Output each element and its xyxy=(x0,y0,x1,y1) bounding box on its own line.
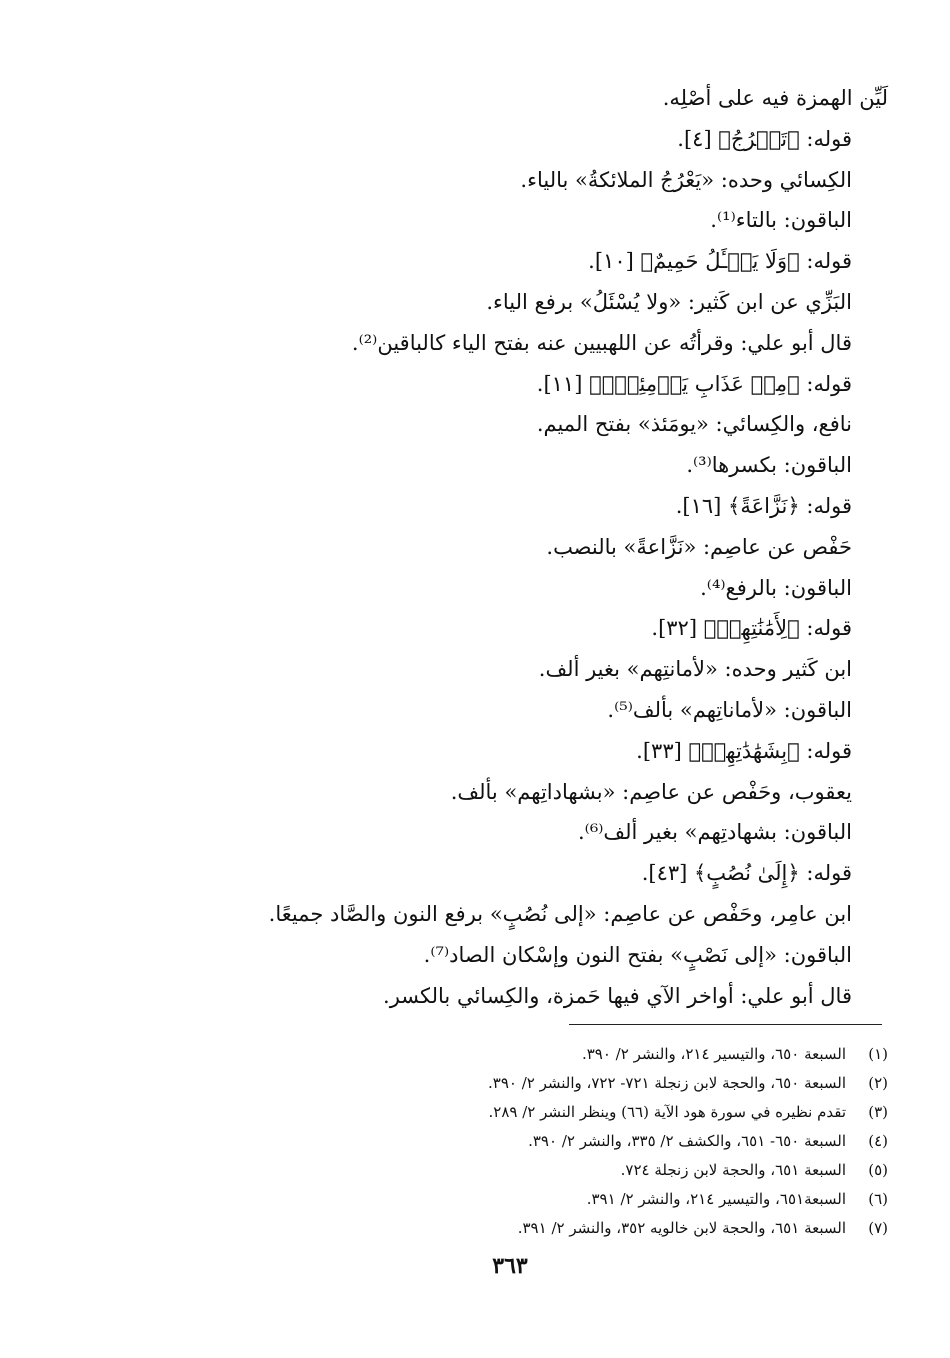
text-line: قوله: ﴿بِشَهَٰدَٰتِهِمۡ﴾ [٣٣]. xyxy=(636,738,852,763)
footnote-item xyxy=(238,1127,888,1156)
footnote-number: (٢) xyxy=(868,1074,888,1092)
footnote-text: تقدم نظيره في سورة هود الآية (٦٦) وينظر النشر ٢/ ٢٨٩. xyxy=(488,1103,846,1121)
footnote-number: (٧) xyxy=(868,1219,888,1237)
footnote-text: السبعة ٦٥٠- ٦٥١، والكشف ٢/ ٣٣٥، والنشر ٢/ ٣٩٠. xyxy=(528,1132,846,1150)
text-line: الباقون: بالرفع⁽⁴⁾. xyxy=(700,575,852,600)
footnote-number: (٤) xyxy=(868,1132,888,1150)
page-number: ٣٦٣ xyxy=(492,1253,528,1279)
footnote-text: السبعة٦٥١، والتيسير ٢١٤، والنشر ٢/ ٣٩١. xyxy=(586,1190,846,1208)
main-text xyxy=(188,78,888,1016)
footnote-item xyxy=(238,1040,888,1069)
footnote-divider xyxy=(569,1024,882,1025)
text-line: قوله: ﴿لِأَمَٰنَٰتِهِمۡ﴾ [٣٢]. xyxy=(651,616,852,641)
footnote-number: (٣) xyxy=(868,1103,888,1121)
text-line: يعقوب، وحَفْص عن عاصِم: «بشهاداتِهم» بألف. xyxy=(450,779,852,804)
text-line: نافع، والكِسائي: «يومَئذ» بفتح الميم. xyxy=(536,412,852,437)
footnote-item xyxy=(238,1156,888,1185)
footnote-number: (٥) xyxy=(868,1161,888,1179)
footnote-text: السبعة ٦٥٠، والتيسير ٢١٤، والنشر ٢/ ٣٩٠. xyxy=(581,1045,846,1063)
text-line: قوله: ﴿وَلَا يَسۡـَٔلُ حَمِيمٌ﴾ [١٠]. xyxy=(588,249,852,274)
footnote-text: السبعة ٦٥١، والحجة لابن خالويه ٣٥٢، والنشر ٢/ ٣٩١. xyxy=(517,1219,846,1237)
footnote-item xyxy=(238,1069,888,1098)
text-line: الباقون: بكسرها⁽³⁾. xyxy=(686,453,852,478)
footnote-text: السبعة ٦٥٠، والحجة لابن زنجلة ٧٢١- ٧٢٢، والنشر ٢/ ٣٩٠. xyxy=(487,1074,846,1092)
text-line: الباقون: بشهادتِهم» بغير ألف⁽⁶⁾. xyxy=(577,820,852,845)
text-line: الباقون: «لأماناتِهم» بألف⁽⁵⁾. xyxy=(607,697,852,722)
text-line: لَيِّن الهمزة فيه على أصْلِه. xyxy=(662,86,888,110)
page-number-container xyxy=(0,1253,950,1279)
footnotes xyxy=(238,1040,888,1243)
text-line: قال أبو علي: وقرأتُه عن اللهبيين عنه بفتح الياء كالباقين⁽²⁾. xyxy=(351,330,852,355)
footnote-number: (١) xyxy=(868,1045,888,1063)
footnote-item xyxy=(238,1214,888,1243)
text-line: قوله: ﴿مِنۡ عَذَابِ يَوۡمِئِذِۭ﴾ [١١]. xyxy=(536,371,852,396)
text-line: ابن كَثير وحده: «لأمانتِهم» بغير ألف. xyxy=(538,657,852,682)
text-line: الباقون: «إلى نَصْبٍ» بفتح النون وإسْكان الصاد⁽⁷⁾. xyxy=(423,942,852,967)
text-line: الكِسائي وحده: «يَعْرُجُ الملائكةُ» بالياء. xyxy=(520,167,852,192)
footnote-text: السبعة ٦٥١، والحجة لابن زنجلة ٧٢٤. xyxy=(620,1161,846,1179)
text-line: ابن عامِر، وحَفْص عن عاصِم: «إلى نُصُبٍ» برفع النون والصَّاد جميعًا. xyxy=(268,901,852,926)
footnote-item xyxy=(238,1098,888,1127)
text-line: قوله: ﴿إِلَىٰ نُصُبٍ﴾ [٤٣]. xyxy=(641,861,852,886)
text-line: قال أبو علي: أواخر الآي فيها حَمزة، والكِسائي بالكسر. xyxy=(383,983,852,1008)
text-line: حَفْص عن عاصِم: «نَزَّاعةً» بالنصب. xyxy=(546,534,852,559)
text-line: الباقون: بالتاء⁽¹⁾. xyxy=(710,208,852,233)
text-line: قوله: ﴿نَزَّاعَةً﴾ [١٦]. xyxy=(675,493,852,518)
text-line: البَزِّي عن ابن كَثير: «ولا يُسْئَلُ» برفع الياء. xyxy=(486,289,852,314)
footnote-number: (٦) xyxy=(868,1190,888,1208)
text-line: قوله: ﴿تَعۡرُجُ﴾ [٤]. xyxy=(677,126,852,151)
footnote-item xyxy=(238,1185,888,1214)
